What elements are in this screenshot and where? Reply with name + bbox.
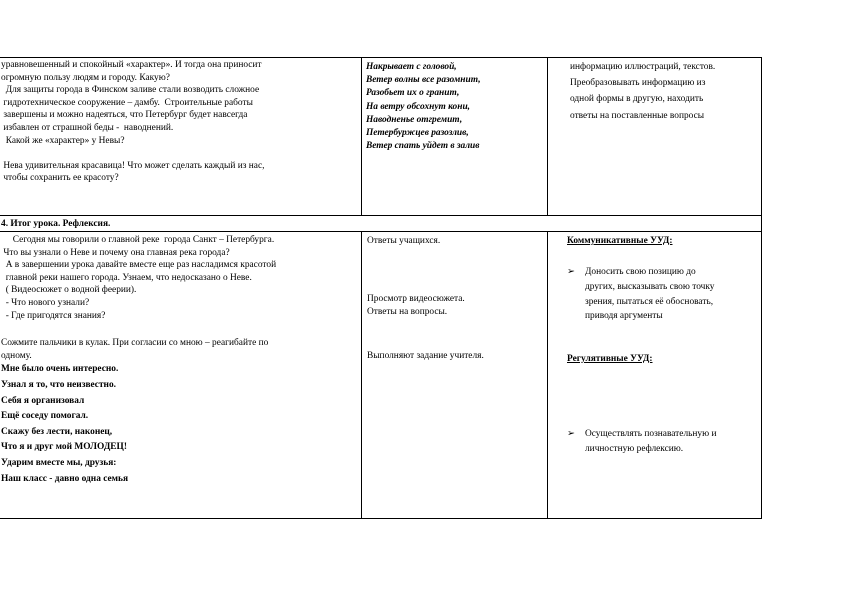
verse-line: Скажу без лести, наконец, (1, 426, 113, 437)
students-video: Просмотр видеосюжета. (367, 294, 465, 304)
poem-line: Разобьет их о гранит, (366, 88, 460, 99)
students-task: Выполняют задание учителя. (367, 351, 484, 361)
row2-teacher-cell (1, 234, 359, 487)
text-line: огромную пользу людям и городу. Какую? (1, 72, 170, 83)
verse-line: Что я и друг мой МОЛОДЕЦ! (1, 442, 127, 453)
text-line: чтобы сохранить ее красоту? (1, 173, 119, 184)
verse-line: Себя я организовал (1, 395, 85, 406)
row1-teacher-cell (1, 59, 359, 185)
poem-line: Наводненье отгремит, (366, 114, 463, 125)
text-line (1, 147, 359, 160)
row1-uud-cell (570, 59, 758, 124)
column-divider-2 (547, 57, 548, 215)
arrow-bullet-icon: ➢ (567, 267, 575, 277)
text-line: ( Видеосюжет о водной феерии). (1, 285, 137, 296)
text-line: - Где пригодятся знания? (1, 310, 106, 321)
text-line: зрения, пытаться её обосновать, (585, 296, 714, 307)
text-line: Для защиты города в Финском заливе стали возводить сложное (1, 85, 260, 96)
column-divider-1 (361, 57, 362, 215)
text-line: Сожмите пальчики в кулак. При согласии со мною – реагибайте по (1, 338, 269, 349)
students-answers: Ответы учащихся. (367, 236, 441, 246)
text-line: Нева удивительная красавица! Что может сделать каждый из нас, (1, 160, 265, 171)
arrow-bullet-icon: ➢ (567, 429, 575, 440)
poem-line: На ветру обсохнут кони, (366, 101, 470, 112)
students-questions: Ответы на вопросы. (367, 307, 448, 317)
regulative-uud-item (567, 427, 775, 457)
text-line: Сегодня мы говорили о главной реке города Санкт – Петербурга. (1, 235, 275, 245)
text-line: - Что нового узнали? (1, 297, 90, 308)
verse-line: Наш класс - давно одна семья (1, 473, 129, 484)
text-line: Что вы узнали о Неве и почему она главная река города? (1, 247, 230, 258)
verse-line: Узнал я то, что неизвестно. (1, 379, 116, 390)
text-line: избавлен от страшной беды - наводнений. (1, 122, 174, 133)
text-line: А в завершении урока давайте вместе еще раз насладимся красотой (1, 260, 277, 271)
text-line: завершены и можно надеяться, что Петербург будет навсегда (1, 110, 248, 121)
row1-students-cell (366, 61, 544, 153)
communicative-uud-heading: Коммуникативные УУД: (567, 236, 673, 246)
table-top-border (0, 57, 762, 58)
text-line: главной реки нашего города. Узнаем, что недосказано о Неве. (1, 272, 252, 283)
text-line: уравновешенный и спокойный «характер». И тогда она приносит (1, 60, 262, 70)
section-heading: 4. Итог урока. Рефлексия. (1, 219, 111, 229)
text-line: Какой же «характер» у Невы? (1, 135, 125, 146)
section-top-border (0, 215, 762, 216)
verse-line: Ещё соседу помогал. (1, 411, 89, 422)
text-line: Доносить свою позицию до (585, 267, 696, 277)
text-line: приводя аргументы (585, 311, 663, 322)
text-line: гидротехническое сооружение – дамбу. Строительные работы (1, 97, 253, 108)
text-line (1, 322, 359, 337)
poem-line: Ветер спать уйдет в залив (366, 141, 480, 152)
column-divider-2 (547, 231, 548, 518)
column-divider-1 (361, 231, 362, 518)
verse-line: Мне было очень интересно. (1, 364, 119, 375)
poem-line: Петербуржцев разозлив, (366, 128, 469, 139)
poem-line: Ветер волны все разомнит, (366, 75, 481, 86)
regulative-uud-heading: Регулятивные УУД: (567, 354, 653, 364)
text-line: Осуществлять познавательную и (585, 429, 717, 440)
verse-line: Ударим вместе мы, друзья: (1, 457, 117, 468)
text-line: одной формы в другую, находить (570, 94, 704, 105)
text-line: личностную рефлексию. (585, 443, 684, 454)
text-line: информацию иллюстраций, текстов. (570, 62, 716, 72)
text-line: одному. (1, 350, 32, 361)
text-line: Преобразовывать информацию из (570, 78, 706, 89)
poem-line: Накрывает с головой, (366, 62, 457, 72)
text-line: других, высказывать свою точку (585, 281, 715, 292)
text-line: ответы на поставленные вопросы (570, 110, 705, 121)
table-bottom-border (0, 518, 762, 519)
communicative-uud-item (567, 265, 775, 324)
section-bottom-border (0, 231, 762, 232)
